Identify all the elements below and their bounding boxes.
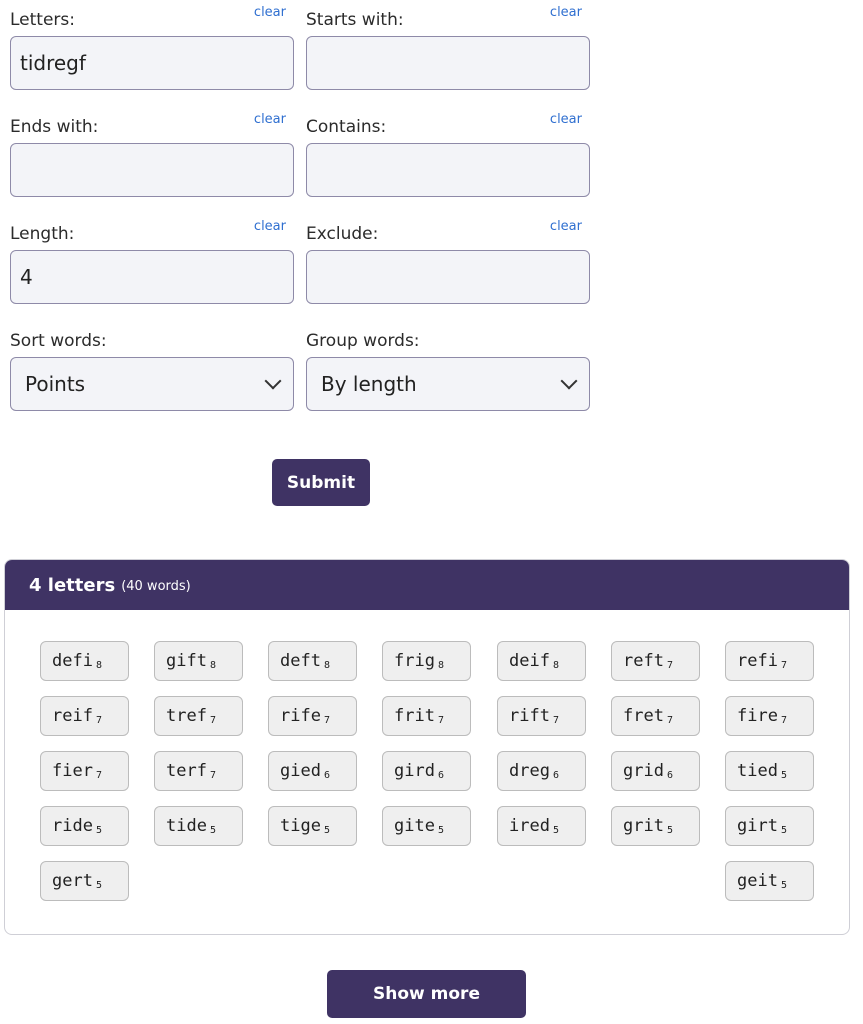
word-text: ride: [52, 816, 93, 836]
word-tile[interactable]: [725, 751, 814, 791]
word-text: gite: [394, 816, 435, 836]
word-points: 7: [95, 715, 102, 726]
word-text: grid: [623, 761, 664, 781]
word-text: frig: [394, 651, 435, 671]
word-points: 5: [95, 880, 102, 891]
word-text: dreg: [509, 761, 550, 781]
word-points: 5: [666, 825, 673, 836]
word-text: reft: [623, 651, 664, 671]
word-points: 6: [323, 770, 330, 781]
word-text: ired: [509, 816, 550, 836]
word-tile[interactable]: [40, 641, 129, 681]
word-tile[interactable]: [725, 696, 814, 736]
word-points: 7: [437, 715, 444, 726]
word-text: frit: [394, 706, 435, 726]
word-tile[interactable]: [40, 861, 129, 901]
word-points: 7: [209, 715, 216, 726]
word-text: reif: [52, 706, 93, 726]
word-points: 7: [666, 715, 673, 726]
group-select-value: By length: [321, 372, 417, 396]
chevron-down-icon: [265, 373, 282, 390]
word-points: 6: [552, 770, 559, 781]
ends-with-label: Ends with:: [10, 117, 99, 137]
word-tile[interactable]: [268, 751, 357, 791]
word-text: grit: [623, 816, 664, 836]
word-points: 7: [780, 660, 787, 671]
group-select[interactable]: [306, 357, 590, 411]
word-tile[interactable]: [154, 696, 243, 736]
exclude-label: Exclude:: [306, 224, 379, 244]
word-points: 7: [209, 770, 216, 781]
word-points: 8: [209, 660, 216, 671]
sort-select-value: Points: [25, 372, 86, 396]
word-tile[interactable]: [268, 806, 357, 846]
word-points: 5: [437, 825, 444, 836]
word-tile[interactable]: [154, 751, 243, 791]
word-points: 7: [323, 715, 330, 726]
word-tile[interactable]: [611, 696, 700, 736]
word-text: tied: [737, 761, 778, 781]
word-tile[interactable]: [40, 806, 129, 846]
exclude-input[interactable]: [306, 250, 590, 304]
letters-label: Letters:: [10, 10, 75, 30]
results-panel: [4, 559, 850, 935]
contains-clear-link[interactable]: clear: [549, 112, 582, 127]
length-clear-link[interactable]: clear: [253, 219, 286, 234]
word-text: tige: [280, 816, 321, 836]
word-text: tide: [166, 816, 207, 836]
word-tile[interactable]: [382, 806, 471, 846]
word-tile[interactable]: [497, 696, 586, 736]
ends-with-input[interactable]: [10, 143, 294, 197]
word-points: 8: [95, 660, 102, 671]
word-tile[interactable]: [497, 641, 586, 681]
word-points: 5: [209, 825, 216, 836]
word-text: refi: [737, 651, 778, 671]
word-tile[interactable]: [382, 751, 471, 791]
word-points: 7: [552, 715, 559, 726]
letters-input[interactable]: [10, 36, 294, 90]
results-count: (40 words): [121, 579, 191, 594]
length-input[interactable]: [10, 250, 294, 304]
word-text: deft: [280, 651, 321, 671]
group-label: Group words:: [306, 331, 420, 351]
word-points: 5: [552, 825, 559, 836]
word-points: 7: [95, 770, 102, 781]
word-text: gird: [394, 761, 435, 781]
word-tile[interactable]: [268, 641, 357, 681]
word-text: geit: [737, 871, 778, 891]
starts-with-label: Starts with:: [306, 10, 404, 30]
word-points: 5: [95, 825, 102, 836]
word-text: defi: [52, 651, 93, 671]
sort-label: Sort words:: [10, 331, 107, 351]
word-tile[interactable]: [497, 751, 586, 791]
word-points: 8: [552, 660, 559, 671]
word-tile[interactable]: [382, 696, 471, 736]
word-text: rift: [509, 706, 550, 726]
word-tile[interactable]: [40, 751, 129, 791]
word-tile[interactable]: [611, 751, 700, 791]
sort-select[interactable]: [10, 357, 294, 411]
ends-with-clear-link[interactable]: clear: [253, 112, 286, 127]
word-text: fier: [52, 761, 93, 781]
word-points: 7: [666, 660, 673, 671]
results-header: [5, 560, 849, 610]
word-tile[interactable]: [497, 806, 586, 846]
contains-label: Contains:: [306, 117, 387, 137]
word-tile[interactable]: [154, 806, 243, 846]
word-points: 5: [780, 770, 787, 781]
word-text: gied: [280, 761, 321, 781]
word-text: girt: [737, 816, 778, 836]
word-text: gert: [52, 871, 93, 891]
exclude-clear-link[interactable]: clear: [549, 219, 582, 234]
word-text: gift: [166, 651, 207, 671]
word-tile[interactable]: [611, 641, 700, 681]
letters-clear-link[interactable]: clear: [253, 5, 286, 20]
word-text: fire: [737, 706, 778, 726]
starts-with-input[interactable]: [306, 36, 590, 90]
word-points: 5: [323, 825, 330, 836]
word-text: deif: [509, 651, 550, 671]
word-points: 5: [780, 825, 787, 836]
word-tile[interactable]: [268, 696, 357, 736]
word-tile[interactable]: [40, 696, 129, 736]
chevron-down-icon: [561, 373, 578, 390]
length-label: Length:: [10, 224, 75, 244]
results-heading: 4 letters: [29, 574, 116, 596]
word-points: 8: [323, 660, 330, 671]
word-tile[interactable]: [154, 641, 243, 681]
word-text: rife: [280, 706, 321, 726]
word-tile[interactable]: [725, 861, 814, 901]
word-text: tref: [166, 706, 207, 726]
word-points: 8: [437, 660, 444, 671]
starts-with-clear-link[interactable]: clear: [549, 5, 582, 20]
word-points: 6: [666, 770, 673, 781]
word-tile[interactable]: [725, 806, 814, 846]
show-more-button[interactable]: Show more: [327, 970, 526, 1018]
contains-input[interactable]: [306, 143, 590, 197]
word-text: fret: [623, 706, 664, 726]
word-tile[interactable]: [382, 641, 471, 681]
word-text: terf: [166, 761, 207, 781]
word-points: 7: [780, 715, 787, 726]
word-points: 6: [437, 770, 444, 781]
word-points: 5: [780, 880, 787, 891]
submit-button[interactable]: Submit: [272, 459, 370, 506]
word-tile[interactable]: [725, 641, 814, 681]
word-tile[interactable]: [611, 806, 700, 846]
